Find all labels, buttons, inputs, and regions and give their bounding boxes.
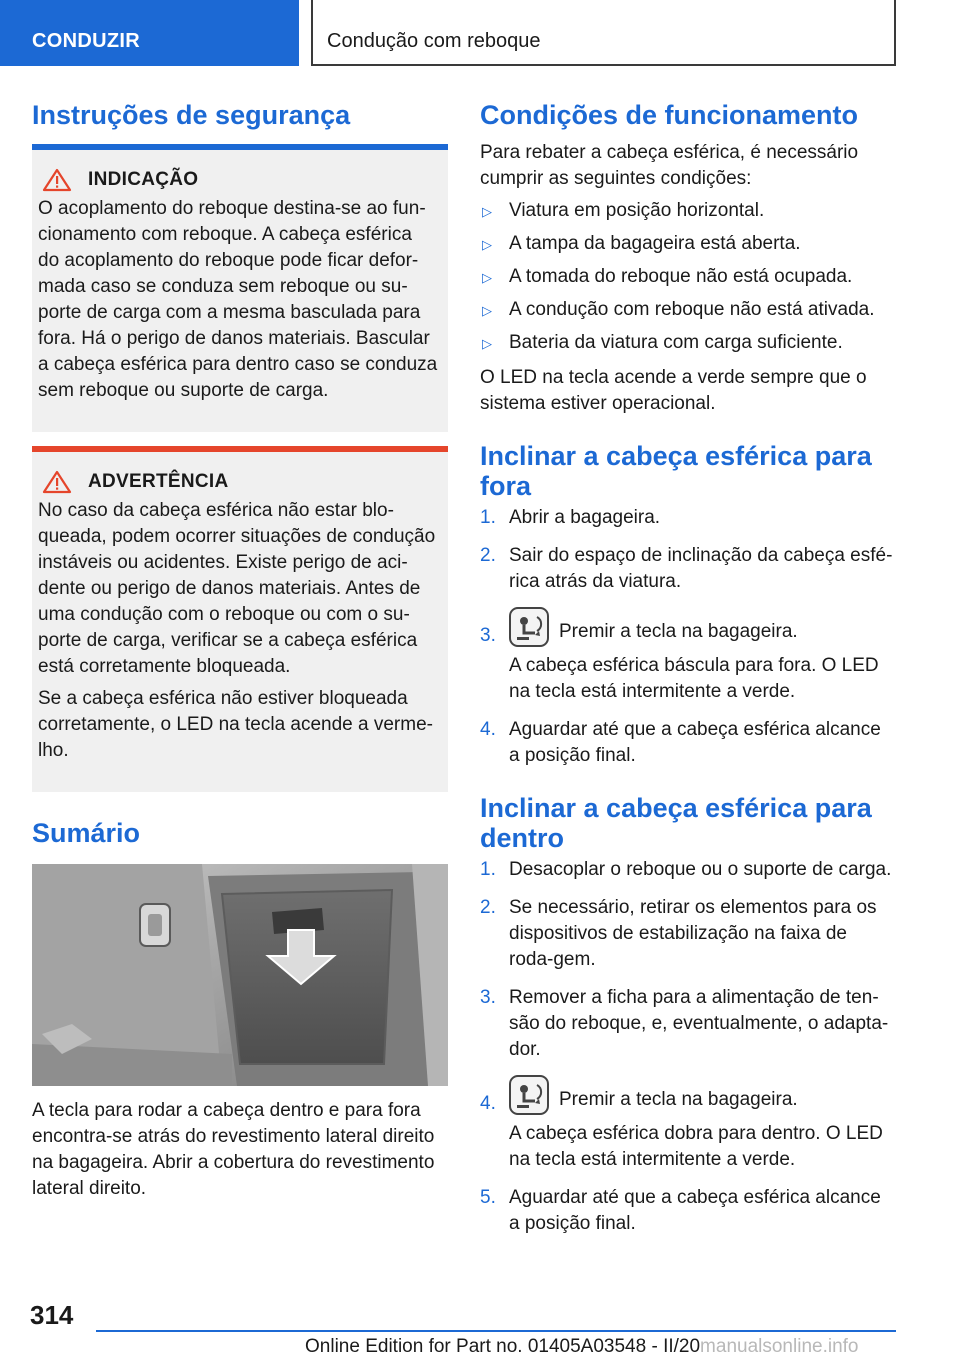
step-item: 5. Aguardar até que a cabeça esférica alcance a posição final. <box>480 1187 881 1234</box>
step-item: 3. Premir a tecla na bagageira. A cabeça esférica báscula para fora. O LED na tecla está intermitente a verde. <box>480 607 896 711</box>
warning-text-2: Se a cabeça esférica não estiver bloqueada corretamente, o LED na tecla acende a verme-lho. <box>38 688 433 761</box>
conditions-list <box>480 198 896 357</box>
triangle-bullet-icon: ▷ <box>482 303 492 318</box>
step-item: 3. Remover a ficha para a alimentação de ten-são do reboque, e, eventualmente, o adapta-dor. <box>480 987 889 1060</box>
fold-in-steps <box>480 857 896 1243</box>
conditions-intro: Para rebater a cabeça esférica, é necessário cumprir as seguintes condições: <box>480 142 859 189</box>
triangle-bullet-icon: ▷ <box>482 204 492 219</box>
triangle-bullet-icon: ▷ <box>482 237 492 252</box>
step-item: 4. Premir a tecla na bagageira. A cabeça esférica dobra para dentro. O LED na tecla está intermitente a verde. <box>480 1075 896 1179</box>
notice-title: INDICAÇÃO <box>88 169 199 190</box>
warning-box <box>32 446 448 792</box>
conditions-heading: Condições de funcionamento <box>480 100 859 130</box>
list-item: ▷ A tampa da bagageira está aberta. <box>480 231 896 258</box>
footer-edition <box>305 1336 859 1358</box>
step-item: 2. Se necessário, retirar os elementos para os dispositivos de estabilização na faixa de roda-gem. <box>480 897 877 970</box>
list-item: ▷ A tomada do reboque não está ocupada. <box>480 264 896 291</box>
triangle-bullet-icon: ▷ <box>482 270 492 285</box>
trunk-panel-illustration <box>32 864 448 1086</box>
warning-triangle-icon <box>42 168 72 192</box>
section-label: CONDUZIR <box>32 30 140 52</box>
step-item: 1. Desacoplar o reboque ou o suporte de carga. <box>480 859 892 880</box>
warning-title: ADVERTÊNCIA <box>88 471 229 492</box>
edition-text: Online Edition for Part no. 01405A03548 - II/20 <box>305 1336 701 1357</box>
left-column <box>32 100 448 1202</box>
list-item: ▷ A condução com reboque não está ativada. <box>480 297 896 324</box>
step-item: 2. Sair do espaço de inclinação da cabeça esfé-rica atrás da viatura. <box>480 545 893 592</box>
chapter-tab <box>311 0 896 66</box>
fold-in-heading: Inclinar a cabeça esférica para dentro <box>480 793 872 853</box>
fold-out-heading: Inclinar a cabeça esférica para fora <box>480 441 872 501</box>
warning-text-1: No caso da cabeça esférica não estar blo-queada, podem ocorrer situações de condução instáveis ou acidentes. Existe perigo de aci-dente ou perigo de danos materiais. Antes de uma condução com o reboque ou com o su-porte de carga, verificar se a cabeça esférica está corretamente bloqueada. <box>38 500 436 677</box>
step-item: 4. Aguardar até que a cabeça esférica alcance a posição final. <box>480 719 881 766</box>
list-item: ▷ Viatura em posição horizontal. <box>480 198 896 225</box>
section-tab <box>0 0 299 66</box>
page-number: 314 <box>30 1300 74 1330</box>
notice-box <box>32 144 448 432</box>
safety-heading: Instruções de segurança <box>32 100 351 130</box>
list-item: ▷ Bateria da viatura com carga suficiente. <box>480 330 896 357</box>
chapter-label: Condução com reboque <box>327 30 541 52</box>
fold-out-steps <box>480 505 896 775</box>
conditions-outro: O LED na tecla acende a verde sempre que o sistema estiver operacional. <box>480 367 867 414</box>
summary-text: A tecla para rodar a cabeça dentro e para fora encontra-se atrás do revestimento lateral direito na bagageira. Abrir a cobertura do revestimento lateral direito. <box>32 1100 435 1199</box>
footer-divider <box>96 1330 896 1332</box>
right-column <box>480 100 896 1249</box>
warning-triangle-icon <box>42 470 72 494</box>
towbar-key-icon <box>509 607 549 647</box>
notice-text: O acoplamento do reboque destina-se ao fun-cionamento com reboque. A cabeça esférica do acoplamento do reboque pode ficar defor-mada caso se conduza sem reboque ou su-porte de carga com a mesma basculada para fora. Há o perigo de danos materiais. Bascular a cabeça esférica para dentro caso se conduza sem reboque ou suporte de carga. <box>38 198 438 401</box>
step-item: 1. Abrir a bagageira. <box>480 507 661 528</box>
trunk-photo <box>32 864 448 1086</box>
summary-heading: Sumário <box>32 818 141 848</box>
watermark-text: manualsonline.info <box>700 1336 859 1357</box>
towbar-key-icon <box>509 1075 549 1115</box>
triangle-bullet-icon: ▷ <box>482 336 492 351</box>
